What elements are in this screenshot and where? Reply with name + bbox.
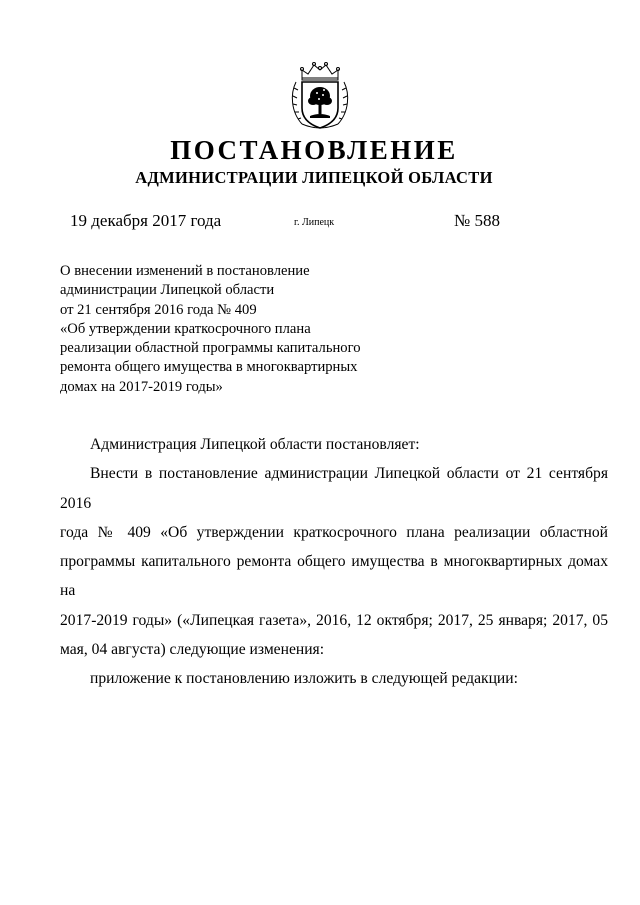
- document-number: № 588: [454, 211, 500, 230]
- heading-line: реализации областной программы капитального: [60, 340, 361, 357]
- closing-paragraph: приложение к постановлению изложить в следующей редакции:: [90, 670, 518, 688]
- heading-line: администрации Липецкой области: [60, 282, 275, 299]
- paragraph-line: программы капитального ремонта общего имущества в многоквартирных домах на: [60, 553, 608, 600]
- paragraph-line: 2017-2019 годы» («Липецкая газета», 2016, 12 октября; 2017, 25 января; 2017, 05: [60, 611, 608, 629]
- heading-line: ремонта общего имущества в многоквартирных: [60, 359, 358, 376]
- paragraph-line: мая, 04 августа) следующие изменения:: [60, 641, 325, 659]
- coat-of-arms-icon: [288, 58, 352, 134]
- document-city: г. Липецк: [294, 217, 335, 228]
- document-title: ПОСТАНОВЛЕНИЕ: [170, 135, 458, 165]
- document-heading: [60, 262, 390, 397]
- intro-paragraph: Администрация Липецкой области постановляет:: [90, 436, 420, 453]
- paragraph-line: года № 409 «Об утверждении краткосрочного плана реализации областной: [60, 523, 608, 541]
- document-subtitle: АДМИНИСТРАЦИИ ЛИПЕЦКОЙ ОБЛАСТИ: [135, 168, 493, 187]
- heading-line: от 21 сентября 2016 года № 409: [60, 301, 257, 318]
- document-date: 19 декабря 2017 года: [70, 211, 222, 230]
- heading-line: домах на 2017-2019 годы»: [60, 378, 223, 395]
- heading-line: «Об утверждении краткосрочного плана: [60, 320, 311, 337]
- document-body: [60, 430, 608, 694]
- main-paragraph: [60, 459, 608, 664]
- paragraph-line: Внести в постановление администрации Липецкой области от 21 сентября 2016: [60, 465, 608, 512]
- heading-line: О внесении изменений в постановление: [60, 263, 310, 279]
